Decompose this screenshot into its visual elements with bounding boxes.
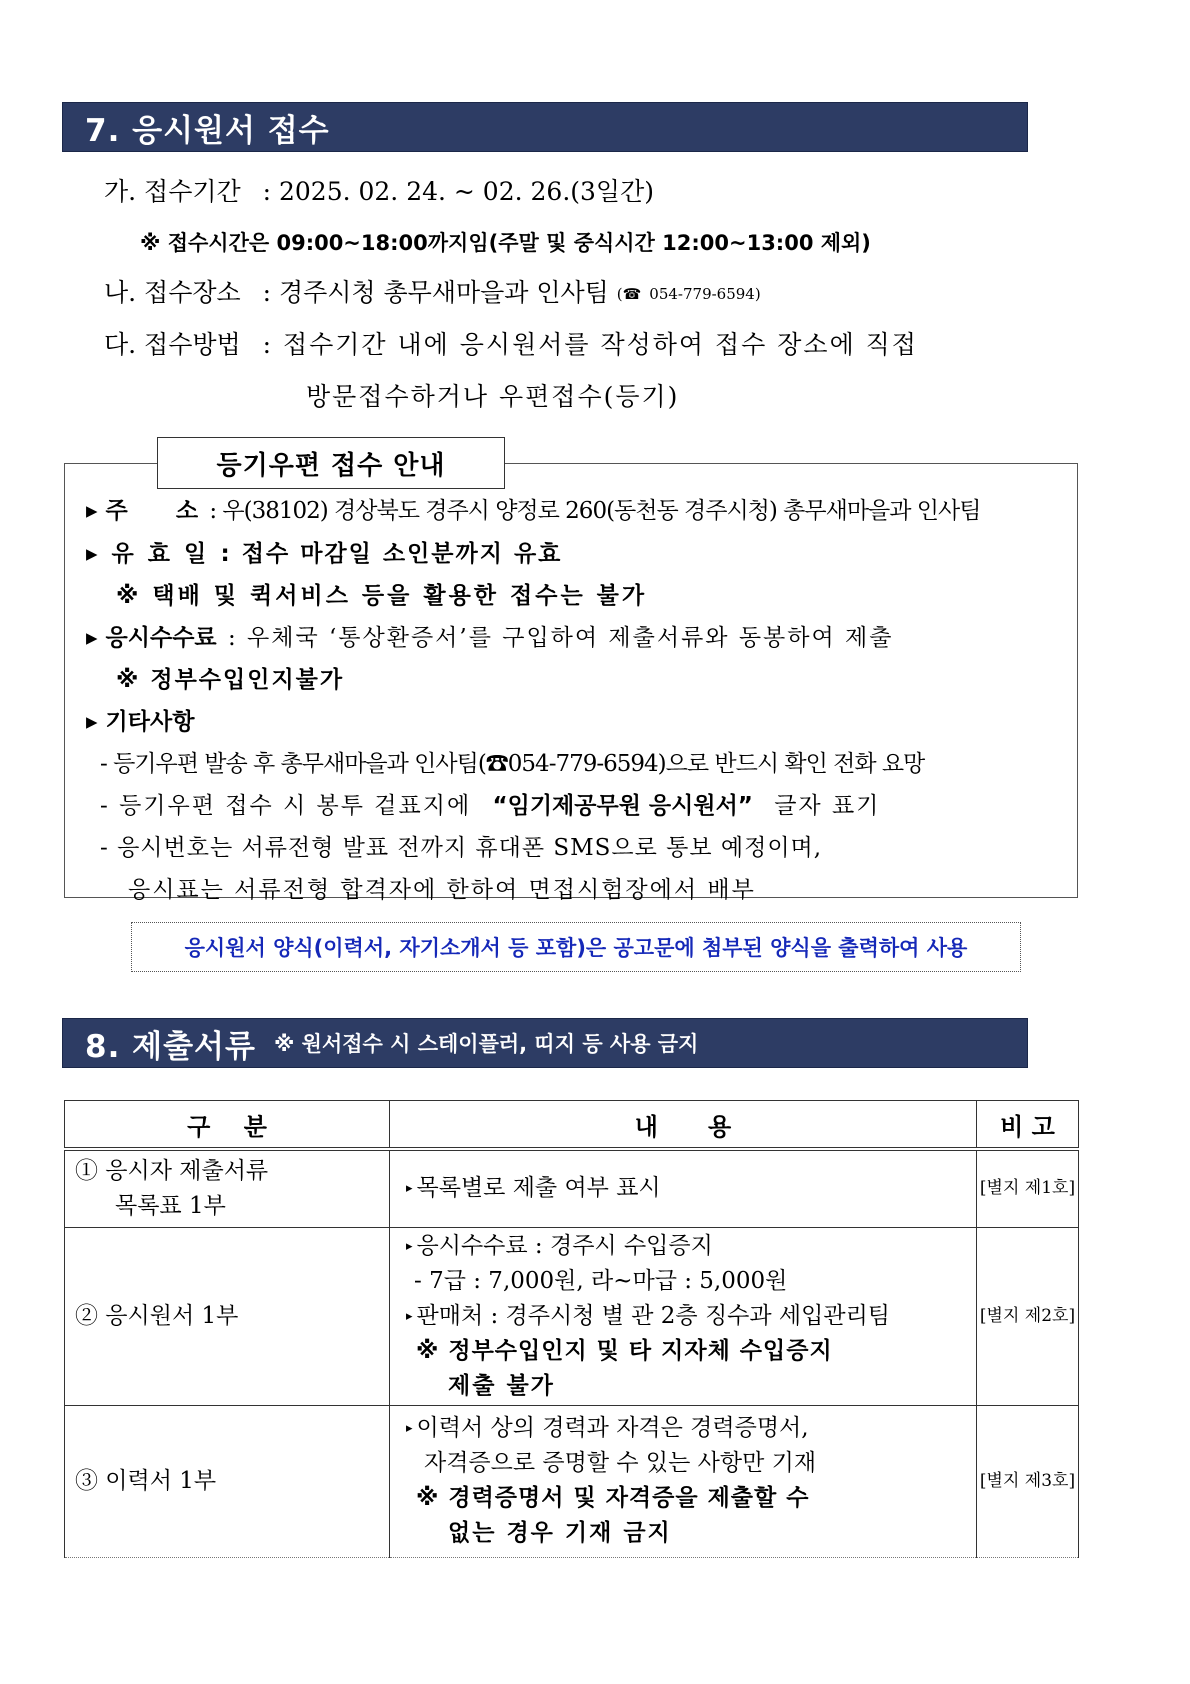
row-2-content-line-3 — [406, 1299, 975, 1334]
row-3-item: ③ 이력서 1부 — [65, 1405, 390, 1557]
header-note: 비 고 — [977, 1101, 1079, 1150]
row-1-content — [390, 1149, 977, 1227]
row-3-content — [390, 1405, 977, 1557]
row-1-content-line-1: 목록별로 제출 여부 표시 — [416, 1175, 661, 1202]
etc-item-2 — [100, 787, 880, 820]
registered-mail-title: 등기우편 접수 안내 — [157, 437, 505, 489]
place-phone: 054-779-6594) — [649, 285, 761, 303]
row-2-content-line-5: 제출 불가 — [448, 1372, 555, 1399]
bullet-triangle-icon: ▸ — [406, 1238, 413, 1254]
row-2-content-text-1: 응시수수료 : 경주시 수입증지 — [416, 1232, 713, 1259]
phone-icon: (☎ — [616, 285, 642, 303]
address-line — [86, 492, 980, 525]
bullet-triangle-icon: ▸ — [406, 1421, 413, 1436]
address-value: : 우(38102) 경상북도 경주시 양정로 260(동천동 경주시청) 총무새마을과 인사팀 — [209, 498, 981, 524]
valid-line — [86, 535, 562, 568]
etc-item-3a: - 응시번호는 서류전형 발표 전까지 휴대폰 SMS으로 통보 예정이며, — [100, 835, 823, 861]
period-line — [104, 172, 654, 208]
row-3-content-text-1: 이력서 상의 경력과 자격은 경력증명서, — [416, 1415, 809, 1441]
fee-value: : 우체국 ‘통상환증서’를 구입하여 제출서류와 동봉하여 제출 — [227, 625, 894, 651]
table-row — [65, 1405, 1079, 1557]
row-2-content-line-4: ※ 정부수입인지 및 타 지자체 수입증지 — [416, 1337, 833, 1364]
row-2-content — [390, 1227, 977, 1405]
valid-label: ▸ 유 효 일 — [86, 541, 210, 567]
etc-item-3b: 응시표는 서류전형 합격자에 한하여 면접시험장에서 배부 — [128, 877, 756, 903]
row-2-content-text-3: 판매처 : 경주시청 별 관 2층 징수과 세입관리팀 — [416, 1302, 891, 1329]
section-7-header — [62, 102, 1028, 152]
header-content: 내 용 — [390, 1101, 977, 1150]
fee-line — [86, 619, 893, 652]
bullet-triangle-icon: ▸ — [406, 1308, 413, 1324]
documents-table — [64, 1100, 1079, 1558]
row-3-content-line-3: ※ 경력증명서 및 자격증을 제출할 수 — [416, 1485, 810, 1511]
method-value-1: : 접수기간 내에 응시원서를 작성하여 접수 장소에 직접 — [262, 330, 918, 359]
place-line — [104, 273, 761, 309]
table-row — [65, 1227, 1079, 1405]
period-value: : 2025. 02. 24. ~ 02. 26.(3일간) — [262, 177, 654, 206]
place-label: 나. 접수장소 — [104, 278, 241, 307]
row-1-item-line-2: 목록표 1부 — [115, 1192, 226, 1219]
row-3-content-line-1 — [406, 1411, 975, 1446]
etc-item-2-bold: “임기제공무원 응시원서” — [492, 793, 753, 819]
period-label: 가. 접수기간 — [104, 177, 241, 206]
header-category: 구 분 — [65, 1101, 390, 1150]
etc-item-2-post: 글자 표기 — [774, 793, 881, 819]
form-notice: 응시원서 양식(이력서, 자기소개서 등 포함)은 공고문에 첨부된 양식을 출력하여 사용 — [131, 922, 1021, 972]
row-2-note: [별지 제2호] — [977, 1227, 1079, 1405]
valid-value: : 접수 마감일 소인분까지 유효 — [220, 541, 563, 567]
row-3-content-line-4: 없는 경우 기재 금지 — [448, 1520, 672, 1546]
row-2-item: ② 응시원서 1부 — [65, 1227, 390, 1405]
row-2-content-line-1 — [406, 1229, 975, 1264]
section-8-title: 8. 제출서류 — [85, 1028, 256, 1065]
table-header-row — [65, 1101, 1079, 1150]
row-1-item-line-1: ① 응시자 제출서류 — [75, 1157, 269, 1184]
method-label: 다. 접수방법 — [104, 330, 241, 359]
section-8-subtitle: ※ 원서접수 시 스테이플러, 띠지 등 사용 금지 — [273, 1032, 699, 1056]
bullet-triangle-icon: ▸ — [406, 1181, 413, 1197]
row-3-note: [별지 제3호] — [977, 1405, 1079, 1557]
etc-item-1: - 등기우편 발송 후 총무새마을과 인사팀(☎054-779-6594)으로 반드시 확인 전화 요망 — [100, 751, 925, 777]
place-value: : 경주시청 총무새마을과 인사팀 — [262, 278, 609, 307]
section-8-header — [62, 1018, 1028, 1068]
table-row — [65, 1149, 1079, 1227]
valid-note: ※ 택배 및 퀵서비스 등을 활용한 접수는 불가 — [116, 583, 648, 609]
etc-item-2-pre: - 등기우편 접수 시 봉투 겉표지에 — [100, 793, 472, 819]
address-label: ▸ 주 소 — [86, 498, 199, 524]
method-value-2: 방문접수하거나 우편접수(등기) — [306, 382, 680, 411]
row-3-content-line-2: 자격증으로 증명할 수 있는 사항만 기재 — [424, 1450, 817, 1476]
row-1-note: [별지 제1호] — [977, 1149, 1079, 1227]
fee-note: ※ 정부수입인지불가 — [116, 667, 345, 693]
section-7-title: 7. 응시원서 접수 — [85, 112, 330, 149]
etc-label: ▸ 기타사항 — [86, 709, 195, 735]
fee-label: ▸ 응시수수료 — [86, 625, 217, 651]
row-2-content-line-2: - 7급 : 7,000원, 라~마급 : 5,000원 — [414, 1267, 788, 1294]
time-note: ※ 접수시간은 09:00~18:00까지임(주말 및 중식시간 12:00~13:00 제외) — [140, 231, 871, 255]
row-1-item — [65, 1149, 390, 1227]
method-line — [104, 325, 918, 361]
